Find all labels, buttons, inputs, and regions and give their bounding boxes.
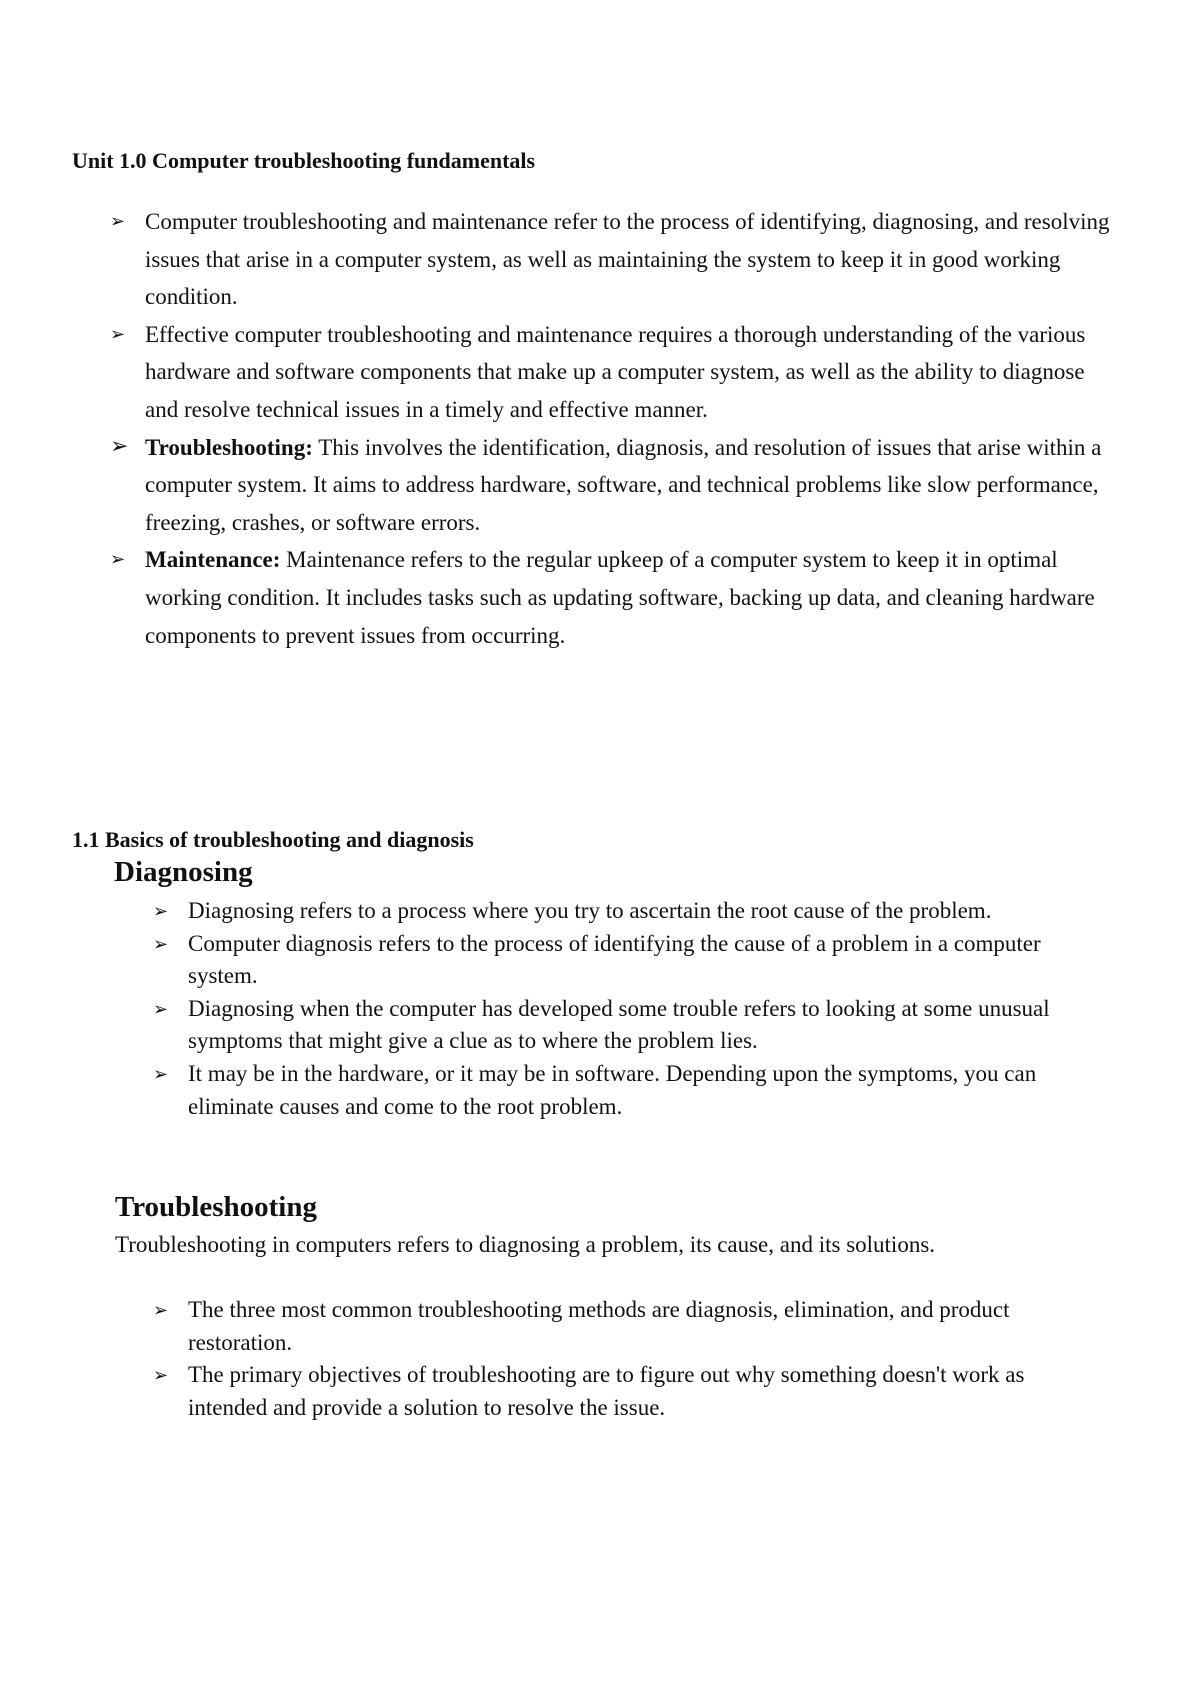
list-item-text: This involves the identification, diagnosis, and resolution of issues that arise within a computer system. It aims to address hardware, software, and technical problems like slow performance, freezing, crashes, or software errors. — [145, 434, 1102, 535]
list-item — [153, 993, 1103, 1058]
list-item — [153, 1294, 1103, 1359]
section-title: 1.1 Basics of troubleshooting and diagnosis — [72, 827, 474, 852]
list-item-text: Diagnosing when the computer has developed some trouble refers to looking at some unusual symptoms that might give a clue as to where the problem lies. — [188, 995, 1050, 1054]
troubleshooting-bullet-list — [153, 1294, 1103, 1424]
diagnosing-heading: Diagnosing — [114, 856, 253, 888]
list-item — [110, 203, 1110, 316]
list-item — [110, 429, 1110, 542]
list-item — [153, 895, 1103, 928]
list-item — [110, 541, 1110, 654]
arrowhead-bullet-icon: ➢ — [153, 1063, 169, 1085]
list-item-text: Computer diagnosis refers to the process of identifying the cause of a problem in a computer system. — [188, 930, 1041, 989]
list-item — [153, 1058, 1103, 1123]
list-item-text: Effective computer troubleshooting and maintenance requires a thorough understanding of the various hardware and software components that make up a computer system, as well as the ability to diagnose and resolve technical issues in a timely and effective manner. — [145, 321, 1086, 422]
troubleshooting-intro: Troubleshooting in computers refers to diagnosing a problem, its cause, and its solutions. — [115, 1232, 936, 1257]
list-item-text: Diagnosing refers to a process where you try to ascertain the root cause of the problem. — [188, 898, 992, 923]
arrowhead-bullet-icon: ➢ — [153, 1365, 169, 1387]
unit-title: Unit 1.0 Computer troubleshooting fundamentals — [72, 148, 536, 173]
list-item-lead: Maintenance: — [145, 547, 281, 573]
arrowhead-bullet-icon: ➢ — [110, 549, 126, 571]
arrowhead-bullet-icon: ➢ — [153, 1300, 169, 1321]
arrowhead-bullet-icon: ➢ — [110, 211, 126, 232]
troubleshooting-heading: Troubleshooting — [115, 1191, 317, 1223]
arrowhead-bullet-icon: ➢ — [110, 323, 126, 345]
arrowhead-bullet-icon: ➢ — [110, 433, 129, 459]
list-item — [110, 316, 1110, 429]
list-item-text: The primary objectives of troubleshooting are to figure out why something doesn't work as intended and provide a solution to resolve the issue. — [188, 1362, 1025, 1420]
list-item — [153, 1359, 1103, 1424]
list-item-text: The three most common troubleshooting methods are diagnosis, elimination, and product restoration. — [188, 1297, 1010, 1355]
list-item-text: It may be in the hardware, or it may be in software. Depending upon the symptoms, you can eliminate causes and come to the root problem. — [188, 1060, 1037, 1119]
arrowhead-bullet-icon: ➢ — [153, 998, 169, 1020]
list-item-text: Maintenance refers to the regular upkeep of a computer system to keep it in optimal working condition. It includes tasks such as updating software, backing up data, and cleaning hardware components to prevent issues from occurring. — [145, 547, 1095, 648]
arrowhead-bullet-icon: ➢ — [153, 901, 169, 922]
diagnosing-bullet-list — [153, 895, 1103, 1123]
list-item — [153, 928, 1103, 993]
list-item-lead: Troubleshooting: — [145, 434, 313, 460]
arrowhead-bullet-icon: ➢ — [153, 933, 169, 955]
unit-bullet-list — [110, 203, 1110, 654]
list-item-text: Computer troubleshooting and maintenance refer to the process of identifying, diagnosing, and resolving issues that arise in a computer system, as well as maintaining the system to keep it in good working condition. — [145, 209, 1110, 310]
